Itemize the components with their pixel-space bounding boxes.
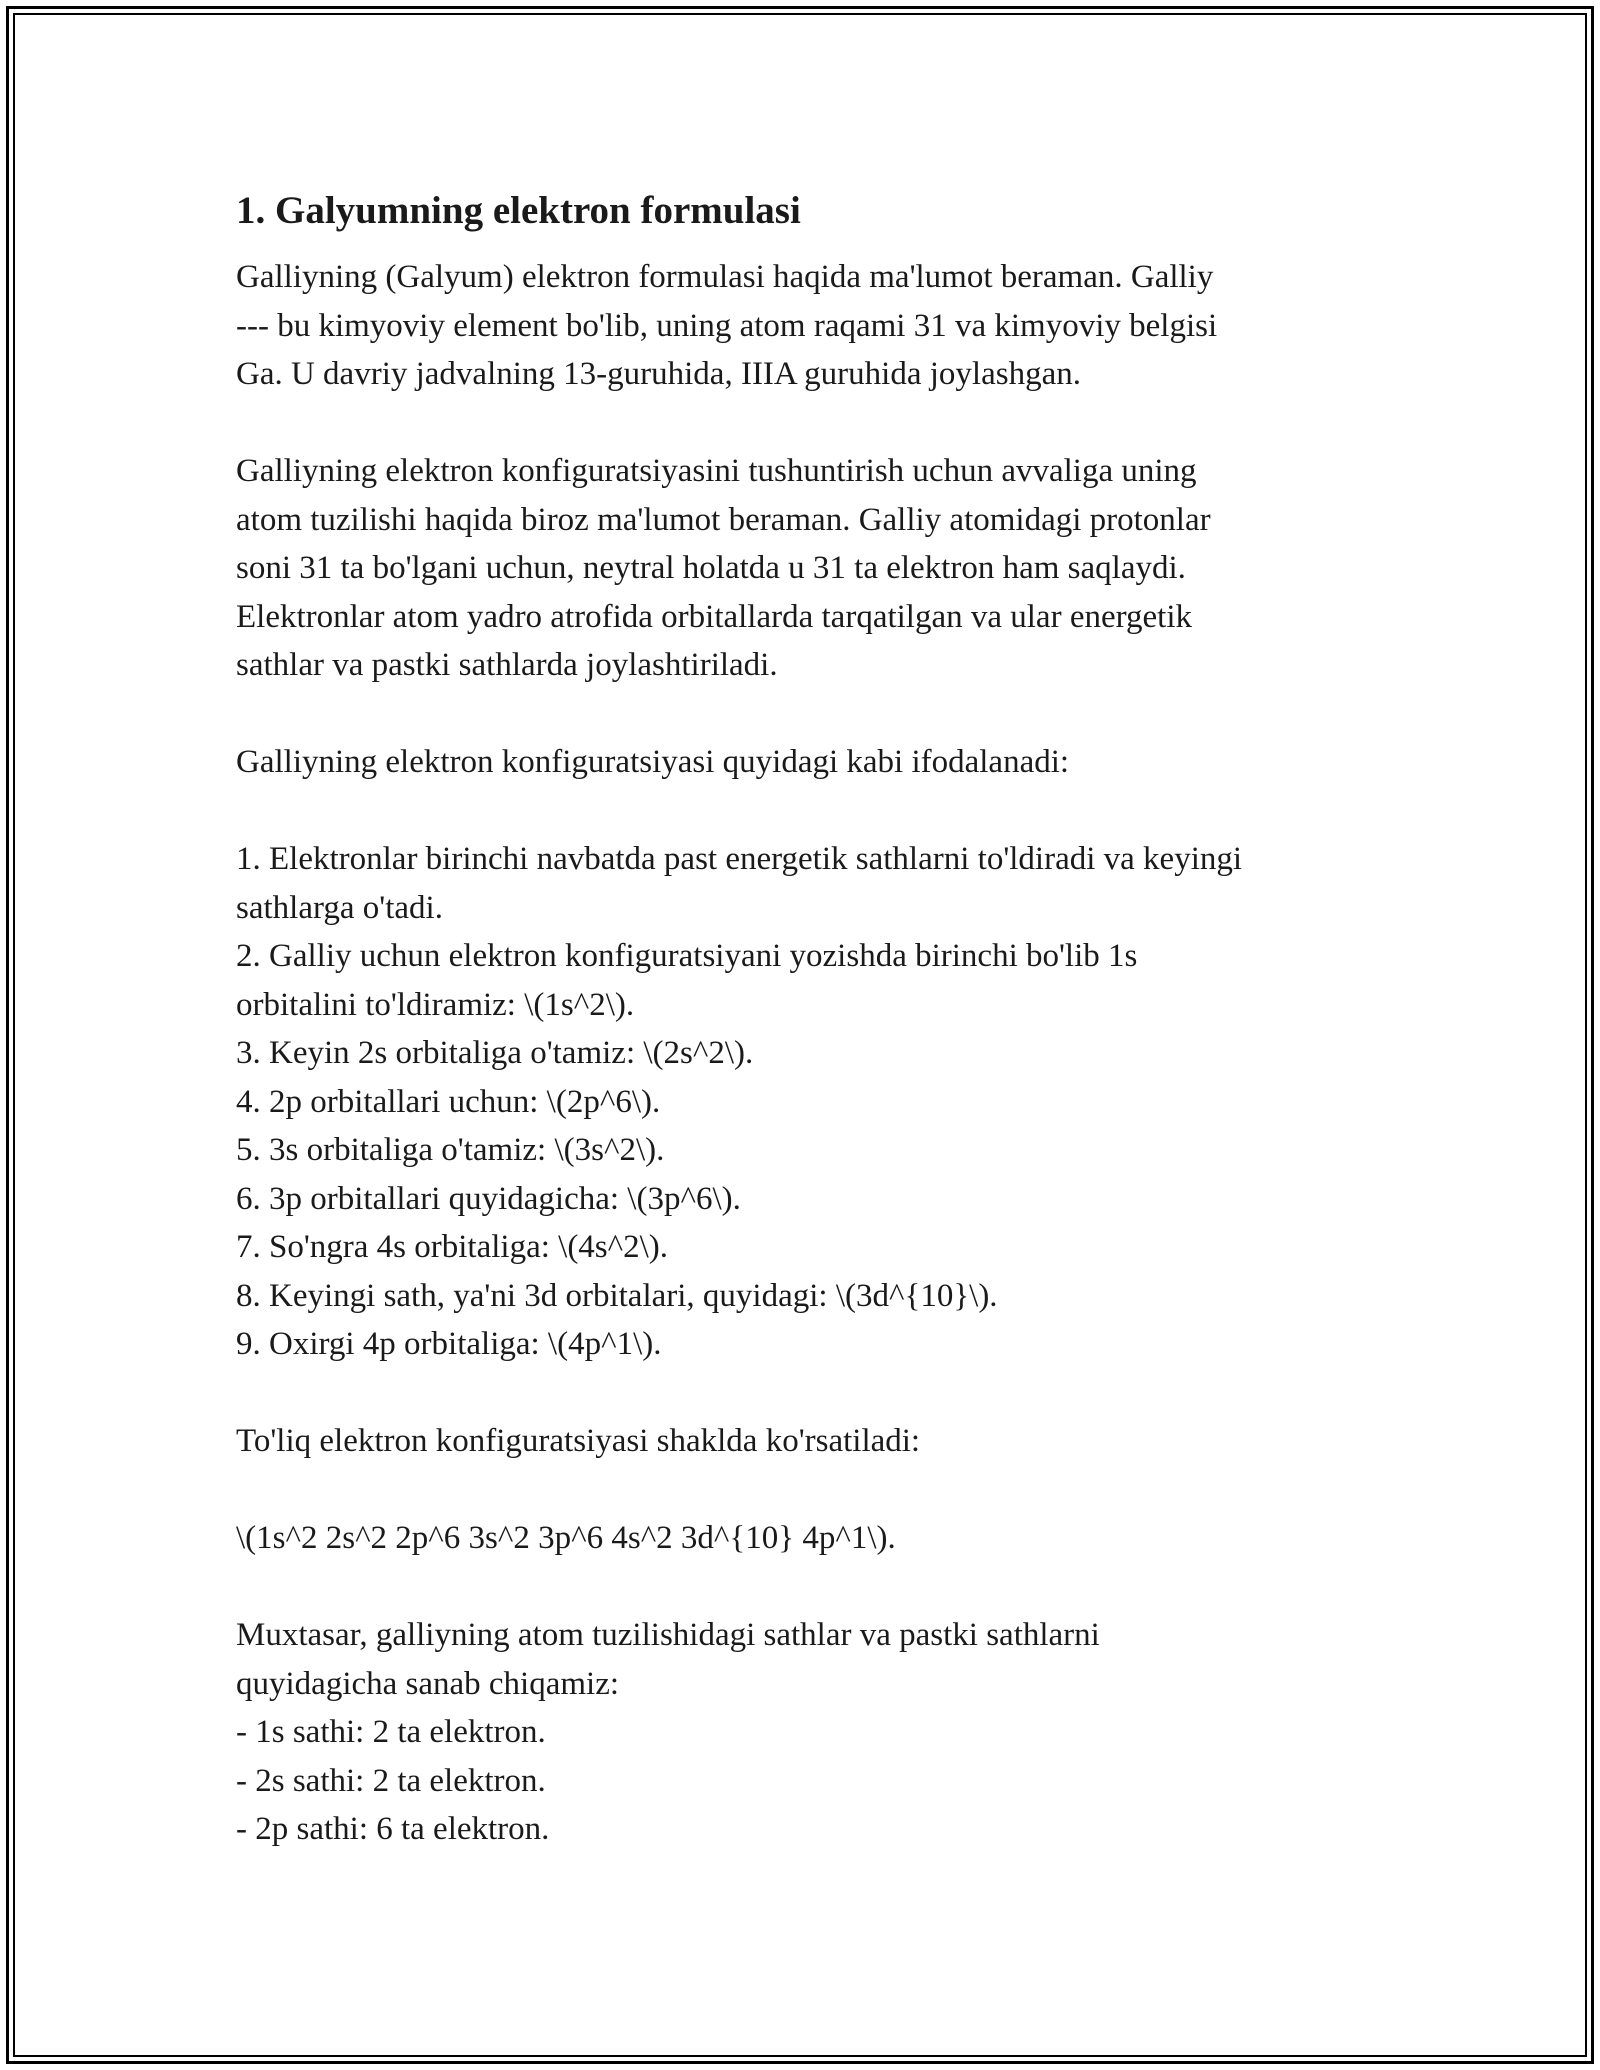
config-intro-paragraph — [236, 738, 1386, 787]
intro-paragraph — [236, 253, 1386, 399]
list-item: 9. Oxirgi 4p orbitaliga: \(4p^1\). — [236, 1326, 662, 1362]
text-line: To'liq elektron konfiguratsiyasi shaklda ko'rsatiladi: — [236, 1423, 921, 1459]
text-line: Galliyning elektron konfiguratsiyasini tushuntirish uchun avvaliga uning — [236, 453, 1197, 489]
list-item: - 2p sathi: 6 ta elektron. — [236, 1811, 550, 1847]
paragraph-gap — [236, 690, 1386, 739]
structure-paragraph — [236, 447, 1386, 690]
list-item: 7. So'ngra 4s orbitaliga: \(4s^2\). — [236, 1229, 669, 1265]
full-config-formula — [236, 1514, 1386, 1563]
list-item: - 1s sathi: 2 ta elektron. — [236, 1714, 546, 1750]
list-item: 1. Elektronlar birinchi navbatda past energetik sathlarni to'ldiradi va keyingi — [236, 841, 1243, 877]
list-item: orbitalini to'ldiramiz: \(1s^2\). — [236, 986, 635, 1023]
text-line: Galliyning elektron konfiguratsiyasi quyidagi kabi ifodalanadi: — [236, 744, 1070, 780]
paragraph-gap — [236, 1466, 1386, 1515]
full-config-intro-paragraph — [236, 1417, 1386, 1466]
list-item: 4. 2p orbitallari uchun: \(2p^6\). — [236, 1083, 661, 1120]
paragraph-gap — [236, 399, 1386, 448]
text-line: quyidagicha sanab chiqamiz: — [236, 1665, 620, 1702]
steps-list — [236, 835, 1386, 1369]
text-line: --- bu kimyoviy element bo'lib, uning atom raqami 31 va kimyoviy belgisi — [236, 307, 1218, 344]
text-line: atom tuzilishi haqida biroz ma'lumot beraman. Galliy atomidagi protonlar — [236, 501, 1211, 538]
list-item: 6. 3p orbitallari quyidagicha: \(3p^6\). — [236, 1180, 741, 1217]
document-title: 1. Galyumning elektron formulasi — [236, 189, 801, 232]
list-item: 5. 3s orbitaliga o'tamiz: \(3s^2\). — [236, 1132, 665, 1168]
text-line: Elektronlar atom yadro atrofida orbitallarda tarqatilgan va ular energetik — [236, 598, 1192, 635]
list-item: - 2s sathi: 2 ta elektron. — [236, 1762, 546, 1799]
text-line: sathlar va pastki sathlarda joylashtiriladi. — [236, 647, 778, 683]
document-body — [236, 185, 1386, 1854]
list-item: 8. Keyingi sath, ya'ni 3d orbitalari, quyidagi: \(3d^{10}\). — [236, 1277, 998, 1314]
text-line: soni 31 ta bo'lgani uchun, neytral holatda u 31 ta elektron ham saqlaydi. — [236, 550, 1186, 586]
list-item: 2. Galliy uchun elektron konfiguratsiyani yozishda birinchi bo'lib 1s — [236, 938, 1138, 974]
list-item: 3. Keyin 2s orbitaliga o'tamiz: \(2s^2\). — [236, 1035, 754, 1071]
paragraph-gap — [236, 1369, 1386, 1418]
summary-paragraph — [236, 1611, 1386, 1854]
formula-line: \(1s^2 2s^2 2p^6 3s^2 3p^6 4s^2 3d^{10} 4p^1\). — [236, 1520, 896, 1556]
paragraph-gap — [236, 787, 1386, 836]
list-item: sathlarga o'tadi. — [236, 889, 443, 926]
text-line: Ga. U davriy jadvalning 13-guruhida, IIIA guruhida joylashgan. — [236, 356, 1081, 392]
text-line: Muxtasar, galliyning atom tuzilishidagi sathlar va pastki sathlarni — [236, 1617, 1100, 1653]
paragraph-gap — [236, 1563, 1386, 1612]
text-line: Galliyning (Galyum) elektron formulasi haqida ma'lumot beraman. Galliy — [236, 259, 1214, 295]
